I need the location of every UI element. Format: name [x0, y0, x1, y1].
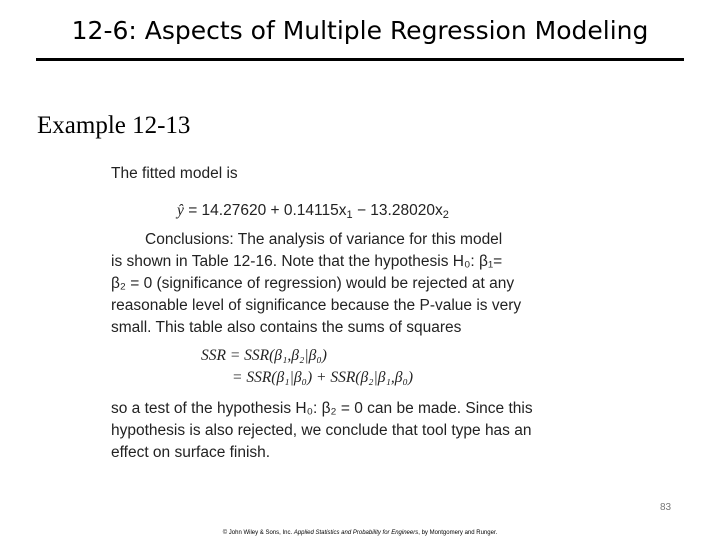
- intro-text: The fitted model is: [111, 165, 238, 182]
- paragraph-2-line-3: effect on surface finish.: [111, 444, 271, 461]
- book-title: Applied Statistics and Probability for Engineers: [293, 530, 419, 536]
- paragraph-1-line-1: Conclusions: The analysis of variance for this model: [145, 231, 503, 248]
- paragraph-1-line-2: is shown in Table 12-16. Note that the hypothesis H₀: β₁=: [111, 253, 503, 270]
- y-hat-symbol: ŷ: [177, 202, 184, 219]
- authors-text: , by Montgomery and Runger.: [418, 530, 498, 536]
- copyright-footer: [0, 530, 720, 536]
- paragraph-2-line-1: so a test of the hypothesis H₀: β₂ = 0 can be made. Since this: [111, 400, 533, 417]
- example-heading: Example 12-13: [37, 112, 191, 139]
- equation-tail: − 13.28020x: [352, 202, 443, 219]
- fitted-model-equation: [177, 200, 449, 222]
- equation-sub-1: 1: [346, 209, 353, 221]
- paragraph-1-line-3: β₂ = 0 (significance of regression) would be rejected at any: [111, 275, 515, 292]
- equation-rhs: = 14.27620 + 0.14115x: [188, 202, 347, 219]
- page-number: 83: [660, 502, 672, 513]
- slide-title: 12-6: Aspects of Multiple Regression Modeling: [71, 16, 649, 45]
- sum-of-squares-line-1: SSR = SSR(β₁,β₂|β₀): [201, 347, 327, 364]
- paragraph-1-line-4: reasonable level of significance because the P-value is very: [111, 297, 522, 314]
- paragraph-1-line-5: small. This table also contains the sums of squares: [111, 319, 462, 336]
- title-divider: [36, 58, 684, 61]
- paragraph-2-line-2: hypothesis is also rejected, we conclude that tool type has an: [111, 422, 532, 439]
- sum-of-squares-line-2: = SSR(β₁|β₀) + SSR(β₂|β₁,β₀): [232, 369, 414, 386]
- copyright-text: © John Wiley & Sons, Inc.: [222, 530, 293, 536]
- equation-sub-2: 2: [442, 209, 449, 221]
